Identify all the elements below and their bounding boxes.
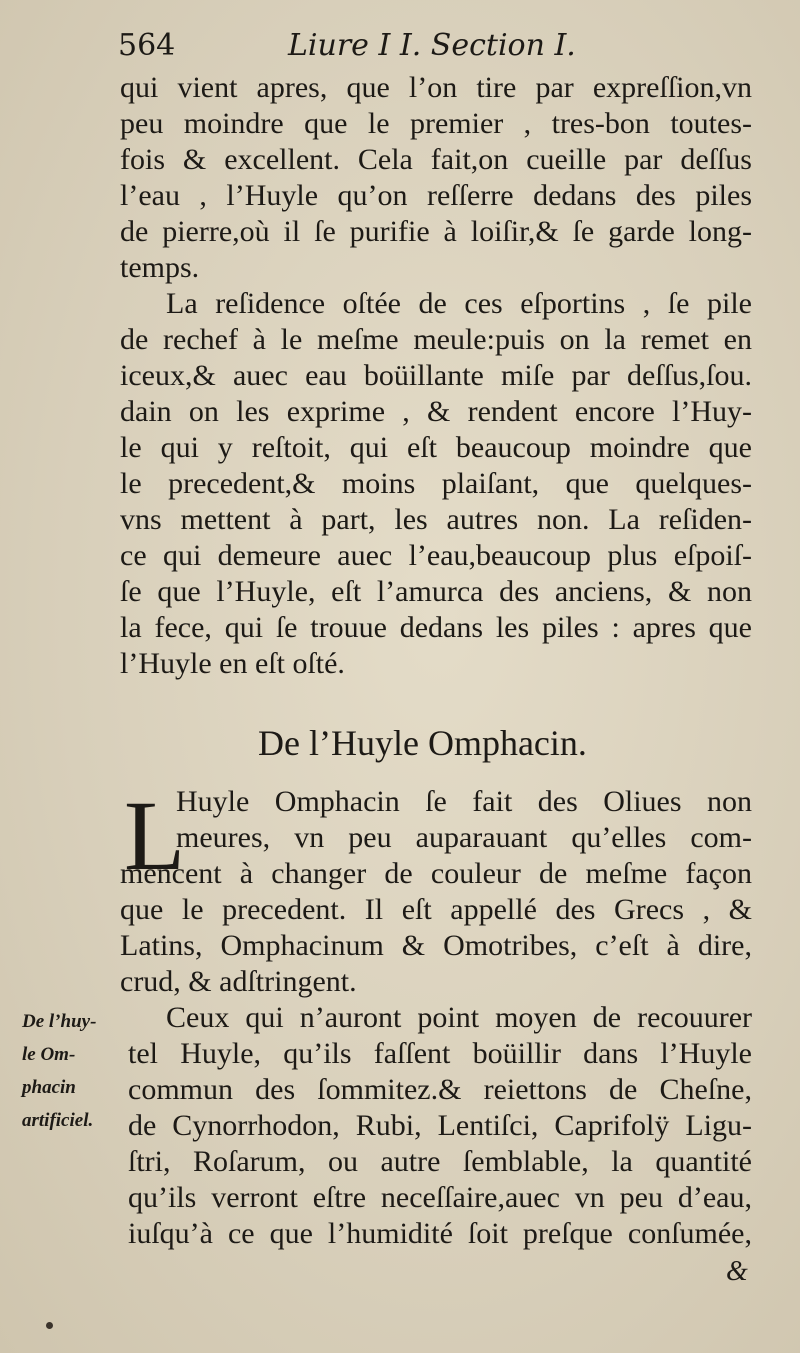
running-title: Liure I I. Section I.	[288, 28, 576, 63]
text-line: ſtri, Roſarum, ou autre ſemblable, la quantité	[128, 1145, 752, 1178]
text-line: dain on les exprime , & rendent encore l’Huy-	[120, 395, 752, 428]
text-line: qu’ils verront eſtre neceſſaire,auec vn peu d’eau,	[128, 1181, 752, 1214]
catchword: &	[726, 1256, 748, 1287]
section-heading: De l’Huyle Omphacin.	[258, 723, 587, 763]
marginal-note-line: phacin	[22, 1077, 76, 1098]
page-number: 564	[118, 28, 176, 63]
text-line: Huyle Omphacin ſe fait des Oliues non	[176, 785, 752, 818]
marginal-note-line: le Om-	[22, 1044, 76, 1065]
text-line: iceux,& auec eau boüillante miſe par deſſus,ſou.	[120, 359, 752, 392]
text-line: qui vient apres, que l’on tire par expreſſion,vn	[120, 71, 752, 104]
text-line: Latins, Omphacinum & Omotribes, c’eſt à dire,	[120, 929, 752, 962]
text-line: de pierre,où il ſe purifie à loiſir,& ſe garde long-	[120, 215, 752, 248]
marginal-note-line: De l’huy-	[22, 1011, 97, 1032]
text-line: ſe que l’Huyle, eſt l’amurca des anciens, & non	[120, 575, 752, 608]
text-line: tel Huyle, qu’ils faſſent boüillir dans l’Huyle	[128, 1037, 752, 1070]
text-line: que le precedent. Il eſt appellé des Grecs , &	[120, 893, 752, 926]
text-line: iuſqu’à ce que l’humidité ſoit preſque conſumée,	[128, 1217, 752, 1250]
text-line: commun des ſommitez.& reiettons de Cheſne,	[128, 1073, 752, 1106]
drop-cap: L	[124, 780, 186, 891]
marginal-note-line: artificiel.	[22, 1110, 94, 1131]
text-line: mencent à changer de couleur de meſme façon	[120, 857, 752, 890]
text-line: de Cynorrhodon, Rubi, Lentiſci, Caprifolÿ Ligu-	[128, 1109, 752, 1142]
text-line: vns mettent à part, les autres non. La reſiden-	[120, 503, 752, 536]
text-line: fois & excellent. Cela fait,on cueille par deſſus	[120, 143, 752, 176]
text-line: peu moindre que le premier , tres-bon toutes-	[120, 107, 752, 140]
text-line: de rechef à le meſme meule:puis on la remet en	[120, 323, 752, 356]
text-line: l’eau , l’Huyle qu’on reſſerre dedans des piles	[120, 179, 752, 212]
text-line: le qui y reſtoit, qui eſt beaucoup moindre que	[120, 431, 752, 464]
text-line: Ceux qui n’auront point moyen de recouurer	[166, 1001, 752, 1034]
text-line: temps.	[120, 251, 200, 284]
text-line: crud, & adſtringent.	[120, 965, 357, 998]
text-line: le precedent,& moins plaiſant, que quelques-	[120, 467, 752, 500]
text-line: La reſidence oſtée de ces eſportins , ſe pile	[166, 287, 752, 320]
text-line: l’Huyle en eſt oſté.	[120, 647, 345, 680]
page-header	[118, 28, 718, 72]
text-line: meures, vn peu auparauant qu’elles com-	[176, 821, 752, 854]
text-line: la fece, qui ſe trouue dedans les piles : apres que	[120, 611, 752, 644]
text-line: ce qui demeure auec l’eau,beaucoup plus eſpoiſ-	[120, 539, 752, 572]
ink-spot	[46, 1322, 53, 1329]
